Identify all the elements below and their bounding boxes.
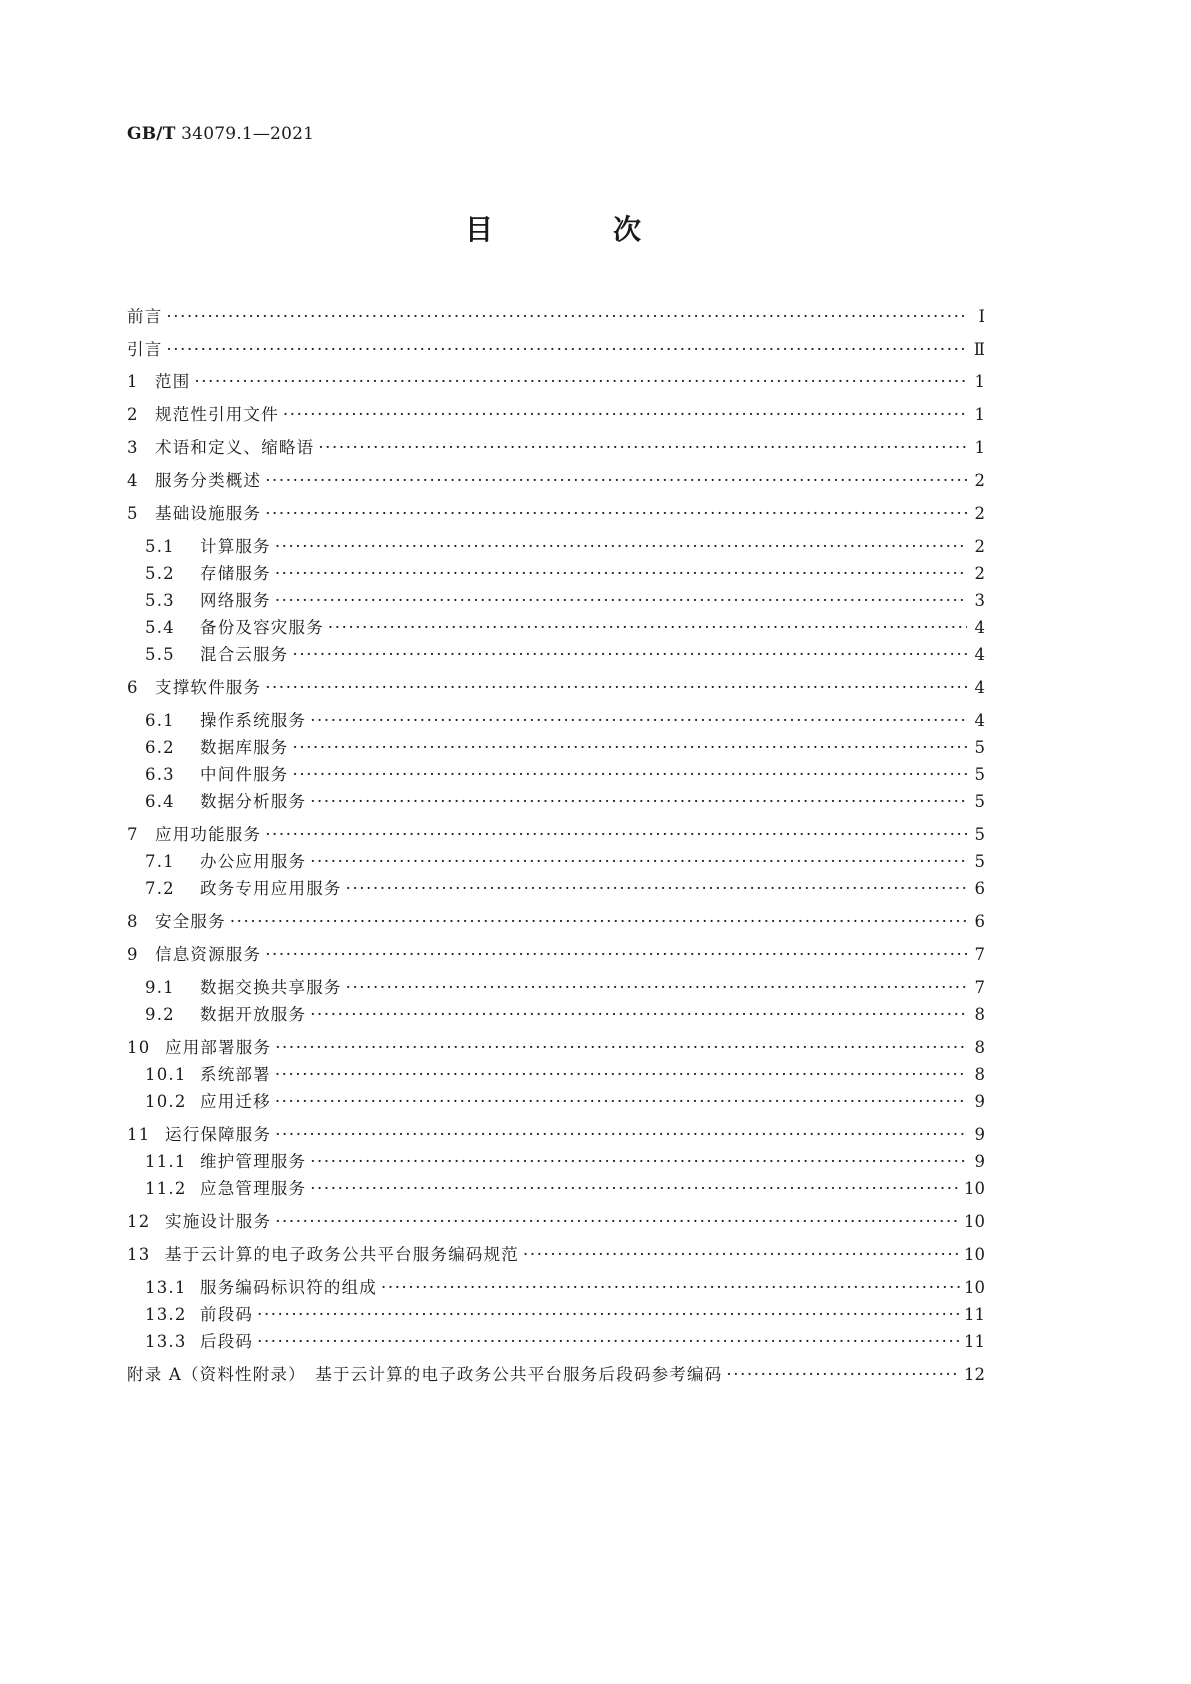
toc-entry[interactable] <box>145 707 985 731</box>
toc-dot-leader <box>310 711 967 730</box>
toc-entry[interactable] <box>145 1175 985 1199</box>
toc-entry-label: 中间件服务 <box>200 765 289 784</box>
toc-dot-leader <box>275 564 967 583</box>
toc-entry-page: 6 <box>974 912 985 931</box>
toc-entry-label: 数据开放服务 <box>200 1005 307 1024</box>
toc-entry-label: 政务专用应用服务 <box>200 879 342 898</box>
toc-entry-label: 数据分析服务 <box>200 792 307 811</box>
toc-entry-page: 5 <box>974 852 985 871</box>
toc-entry-page: 11 <box>964 1305 985 1324</box>
toc-entry-page: 5 <box>974 825 985 844</box>
toc-entry-number: 8 <box>127 912 139 931</box>
toc-entry-label: 办公应用服务 <box>200 852 307 871</box>
toc-entry-page: 8 <box>974 1038 985 1057</box>
toc-entry-label: 基于云计算的电子政务公共平台服务编码规范 <box>165 1245 519 1264</box>
toc-entry-label: 范围 <box>155 372 191 391</box>
toc-entry[interactable] <box>145 614 985 638</box>
toc-entry-label: 安全服务 <box>155 912 226 931</box>
toc-entry-page: 11 <box>964 1332 985 1351</box>
toc-entry-page: 9 <box>974 1125 985 1144</box>
toc-entry-number: 9 <box>127 945 139 964</box>
toc-entry[interactable] <box>127 1121 985 1145</box>
toc-entry-page: 2 <box>974 471 985 490</box>
toc-dot-leader <box>346 879 967 898</box>
toc-entry-label: 数据库服务 <box>200 738 289 757</box>
toc-entry[interactable] <box>127 336 985 360</box>
toc-entry-label: 操作系统服务 <box>200 711 307 730</box>
toc-entry-label: 实施设计服务 <box>165 1212 272 1231</box>
toc-entry-label: 基础设施服务 <box>155 504 262 523</box>
toc-dot-leader <box>318 438 967 457</box>
toc-entry[interactable] <box>127 1361 985 1385</box>
toc-entry-page: 1 <box>974 438 985 457</box>
toc-entry-number: 5.4 <box>145 618 175 637</box>
toc-entry[interactable] <box>145 1328 985 1352</box>
toc-dot-leader <box>265 504 967 523</box>
toc-entry[interactable] <box>145 974 985 998</box>
toc-entry-page: 12 <box>964 1365 985 1384</box>
toc-entry-number: 13.2 <box>145 1305 187 1324</box>
toc-entry[interactable] <box>145 1088 985 1112</box>
toc-entry-number: 9.2 <box>145 1005 175 1024</box>
toc-entry-page: 8 <box>974 1065 985 1084</box>
toc-dot-leader <box>310 792 967 811</box>
toc-entry[interactable] <box>145 1061 985 1085</box>
toc-entry-label: 前段码 <box>200 1305 254 1324</box>
toc-entry[interactable] <box>127 368 985 392</box>
toc-entry-page: 10 <box>964 1179 985 1198</box>
toc-entry-page: 1 <box>974 405 985 424</box>
toc-entry-label: 网络服务 <box>200 591 271 610</box>
toc-entry-number: 11.2 <box>145 1179 187 1198</box>
toc-dot-leader <box>293 738 968 757</box>
toc-entry-label: 规范性引用文件 <box>155 405 279 424</box>
toc-entry-page: 4 <box>974 678 985 697</box>
toc-entry[interactable] <box>145 1274 985 1298</box>
toc-dot-leader <box>275 1065 967 1084</box>
toc-dot-leader <box>257 1305 960 1324</box>
toc-entry-number: 4 <box>127 471 139 490</box>
toc-dot-leader <box>283 405 967 424</box>
toc-entry-number: 6.2 <box>145 738 175 757</box>
toc-entry-label: 维护管理服务 <box>200 1152 307 1171</box>
toc-entry-label: 系统部署 <box>200 1065 271 1084</box>
toc-entry[interactable] <box>145 533 985 557</box>
toc-dot-leader <box>265 825 967 844</box>
toc-entry-number: 6.4 <box>145 792 175 811</box>
toc-entry[interactable] <box>127 1241 985 1265</box>
toc-entry-number: 5.3 <box>145 591 175 610</box>
toc-entry-number: 5 <box>127 504 139 523</box>
toc-entry-label: 混合云服务 <box>200 645 289 664</box>
toc-entry-page: 10 <box>964 1245 985 1264</box>
toc-dot-leader <box>257 1332 960 1351</box>
toc-entry-page: 2 <box>974 564 985 583</box>
toc-entry-number: 6.1 <box>145 711 175 730</box>
toc-entry-label: 支撑软件服务 <box>155 678 262 697</box>
standard-code <box>127 124 314 144</box>
toc-entry[interactable] <box>145 848 985 872</box>
toc-entry-label: 应用功能服务 <box>155 825 262 844</box>
toc-entry-number: 10 <box>127 1038 151 1057</box>
toc-entry-number: 5.2 <box>145 564 175 583</box>
toc-dot-leader <box>275 1038 967 1057</box>
toc-entry[interactable] <box>127 674 985 698</box>
toc-entry[interactable] <box>145 1148 985 1172</box>
toc-entry-number: 5.1 <box>145 537 175 556</box>
toc-entry-page: 5 <box>974 792 985 811</box>
toc-entry-page: 1 <box>974 372 985 391</box>
toc-dot-leader <box>523 1245 960 1264</box>
toc-entry[interactable] <box>145 788 985 812</box>
toc-entry-label: 应急管理服务 <box>200 1179 307 1198</box>
toc-dot-leader <box>230 912 967 931</box>
toc-entry[interactable] <box>127 303 985 327</box>
toc-title: 目 次 <box>464 213 687 246</box>
toc-entry-page: Ⅰ <box>978 307 985 326</box>
toc-dot-leader <box>275 1212 960 1231</box>
toc-entry-number: 12 <box>127 1212 151 1231</box>
toc-entry[interactable] <box>127 500 985 524</box>
toc-entry-label: 后段码 <box>200 1332 254 1351</box>
toc-entry-number: 13.3 <box>145 1332 187 1351</box>
toc-entry-page: 9 <box>974 1092 985 1111</box>
toc-entry-number: 5.5 <box>145 645 175 664</box>
toc-entry-label: 服务编码标识符的组成 <box>200 1278 377 1297</box>
toc-dot-leader <box>310 852 967 871</box>
toc-dot-leader <box>275 1092 967 1111</box>
toc-entry-label: 引言 <box>127 340 163 359</box>
toc-entry-label: 存储服务 <box>200 564 271 583</box>
toc-dot-leader <box>293 645 968 664</box>
toc-entry-label: 附录 A（资料性附录） 基于云计算的电子政务公共平台服务后段码参考编码 <box>127 1365 723 1384</box>
toc-entry-number: 13.1 <box>145 1278 187 1297</box>
toc-dot-leader <box>346 978 967 997</box>
toc-entry-page: 10 <box>964 1278 985 1297</box>
toc-entry-page: 5 <box>974 765 985 784</box>
toc-dot-leader <box>310 1179 960 1198</box>
toc-entry[interactable] <box>127 1034 985 1058</box>
toc-dot-leader <box>166 307 967 326</box>
toc-entry[interactable] <box>145 761 985 785</box>
toc-entry-page: 10 <box>964 1212 985 1231</box>
toc-entry-page: 7 <box>974 978 985 997</box>
toc-entry-label: 前言 <box>127 307 163 326</box>
toc-entry[interactable] <box>145 1001 985 1025</box>
toc-entry-number: 6 <box>127 678 139 697</box>
toc-entry[interactable] <box>127 434 985 458</box>
toc-entry-number: 11.1 <box>145 1152 187 1171</box>
toc-entry[interactable] <box>127 1208 985 1232</box>
toc-dot-leader <box>381 1278 960 1297</box>
toc-dot-leader <box>194 372 967 391</box>
toc-dot-leader <box>166 340 967 359</box>
toc-entry-label: 应用部署服务 <box>165 1038 272 1057</box>
toc-entry-label: 备份及容灾服务 <box>200 618 324 637</box>
toc-dot-leader <box>275 1125 967 1144</box>
toc-entry-page: 2 <box>974 537 985 556</box>
toc-entry-label: 运行保障服务 <box>165 1125 272 1144</box>
toc-entry-page: 4 <box>974 711 985 730</box>
toc-dot-leader <box>328 618 967 637</box>
standard-number: 34079.1—2021 <box>181 124 315 144</box>
toc-entry-page: 5 <box>974 738 985 757</box>
toc-entry[interactable] <box>145 1301 985 1325</box>
toc-entry-page: 7 <box>974 945 985 964</box>
toc-entry-number: 6.3 <box>145 765 175 784</box>
toc-entry-page: 9 <box>974 1152 985 1171</box>
toc-entry-page: 4 <box>974 618 985 637</box>
toc-entry[interactable] <box>127 941 985 965</box>
toc-dot-leader <box>265 471 967 490</box>
toc-entry-number: 2 <box>127 405 139 424</box>
toc-entry-number: 7.2 <box>145 879 175 898</box>
toc-entry-page: 6 <box>974 879 985 898</box>
toc-entry[interactable] <box>145 587 985 611</box>
toc-entry-page: 8 <box>974 1005 985 1024</box>
toc-entry[interactable] <box>145 641 985 665</box>
toc-dot-leader <box>310 1005 967 1024</box>
toc-entry-page: 4 <box>974 645 985 664</box>
toc-entry-number: 1 <box>127 372 139 391</box>
toc-entry-number: 9.1 <box>145 978 175 997</box>
toc-entry-label: 信息资源服务 <box>155 945 262 964</box>
toc-entry-page: Ⅱ <box>973 340 985 359</box>
toc-entry-number: 10.2 <box>145 1092 187 1111</box>
toc-entry[interactable] <box>145 560 985 584</box>
toc-entry-page: 2 <box>974 504 985 523</box>
toc-dot-leader <box>726 1365 960 1384</box>
toc-dot-leader <box>265 945 967 964</box>
toc-entry-number: 7 <box>127 825 139 844</box>
toc-entry-label: 计算服务 <box>200 537 271 556</box>
toc-entry-number: 7.1 <box>145 852 175 871</box>
toc-entry-number: 10.1 <box>145 1065 187 1084</box>
toc-entry[interactable] <box>127 908 985 932</box>
toc-entry[interactable] <box>145 875 985 899</box>
toc-entry-label: 数据交换共享服务 <box>200 978 342 997</box>
toc-entry-label: 术语和定义、缩略语 <box>155 438 315 457</box>
toc-dot-leader <box>293 765 968 784</box>
toc-dot-leader <box>265 678 967 697</box>
toc-dot-leader <box>275 537 967 556</box>
toc-entry[interactable] <box>127 467 985 491</box>
standard-prefix: GB/T <box>127 124 176 144</box>
toc-entry-number: 11 <box>127 1125 151 1144</box>
toc-entry[interactable] <box>127 401 985 425</box>
toc-entry-label: 应用迁移 <box>200 1092 271 1111</box>
toc-dot-leader <box>310 1152 967 1171</box>
toc-entry[interactable] <box>145 734 985 758</box>
toc-dot-leader <box>275 591 967 610</box>
toc-entry-label: 服务分类概述 <box>155 471 262 490</box>
toc-entry-number: 13 <box>127 1245 151 1264</box>
toc-entry-page: 3 <box>974 591 985 610</box>
toc-entry-number: 3 <box>127 438 139 457</box>
toc-entry[interactable] <box>127 821 985 845</box>
